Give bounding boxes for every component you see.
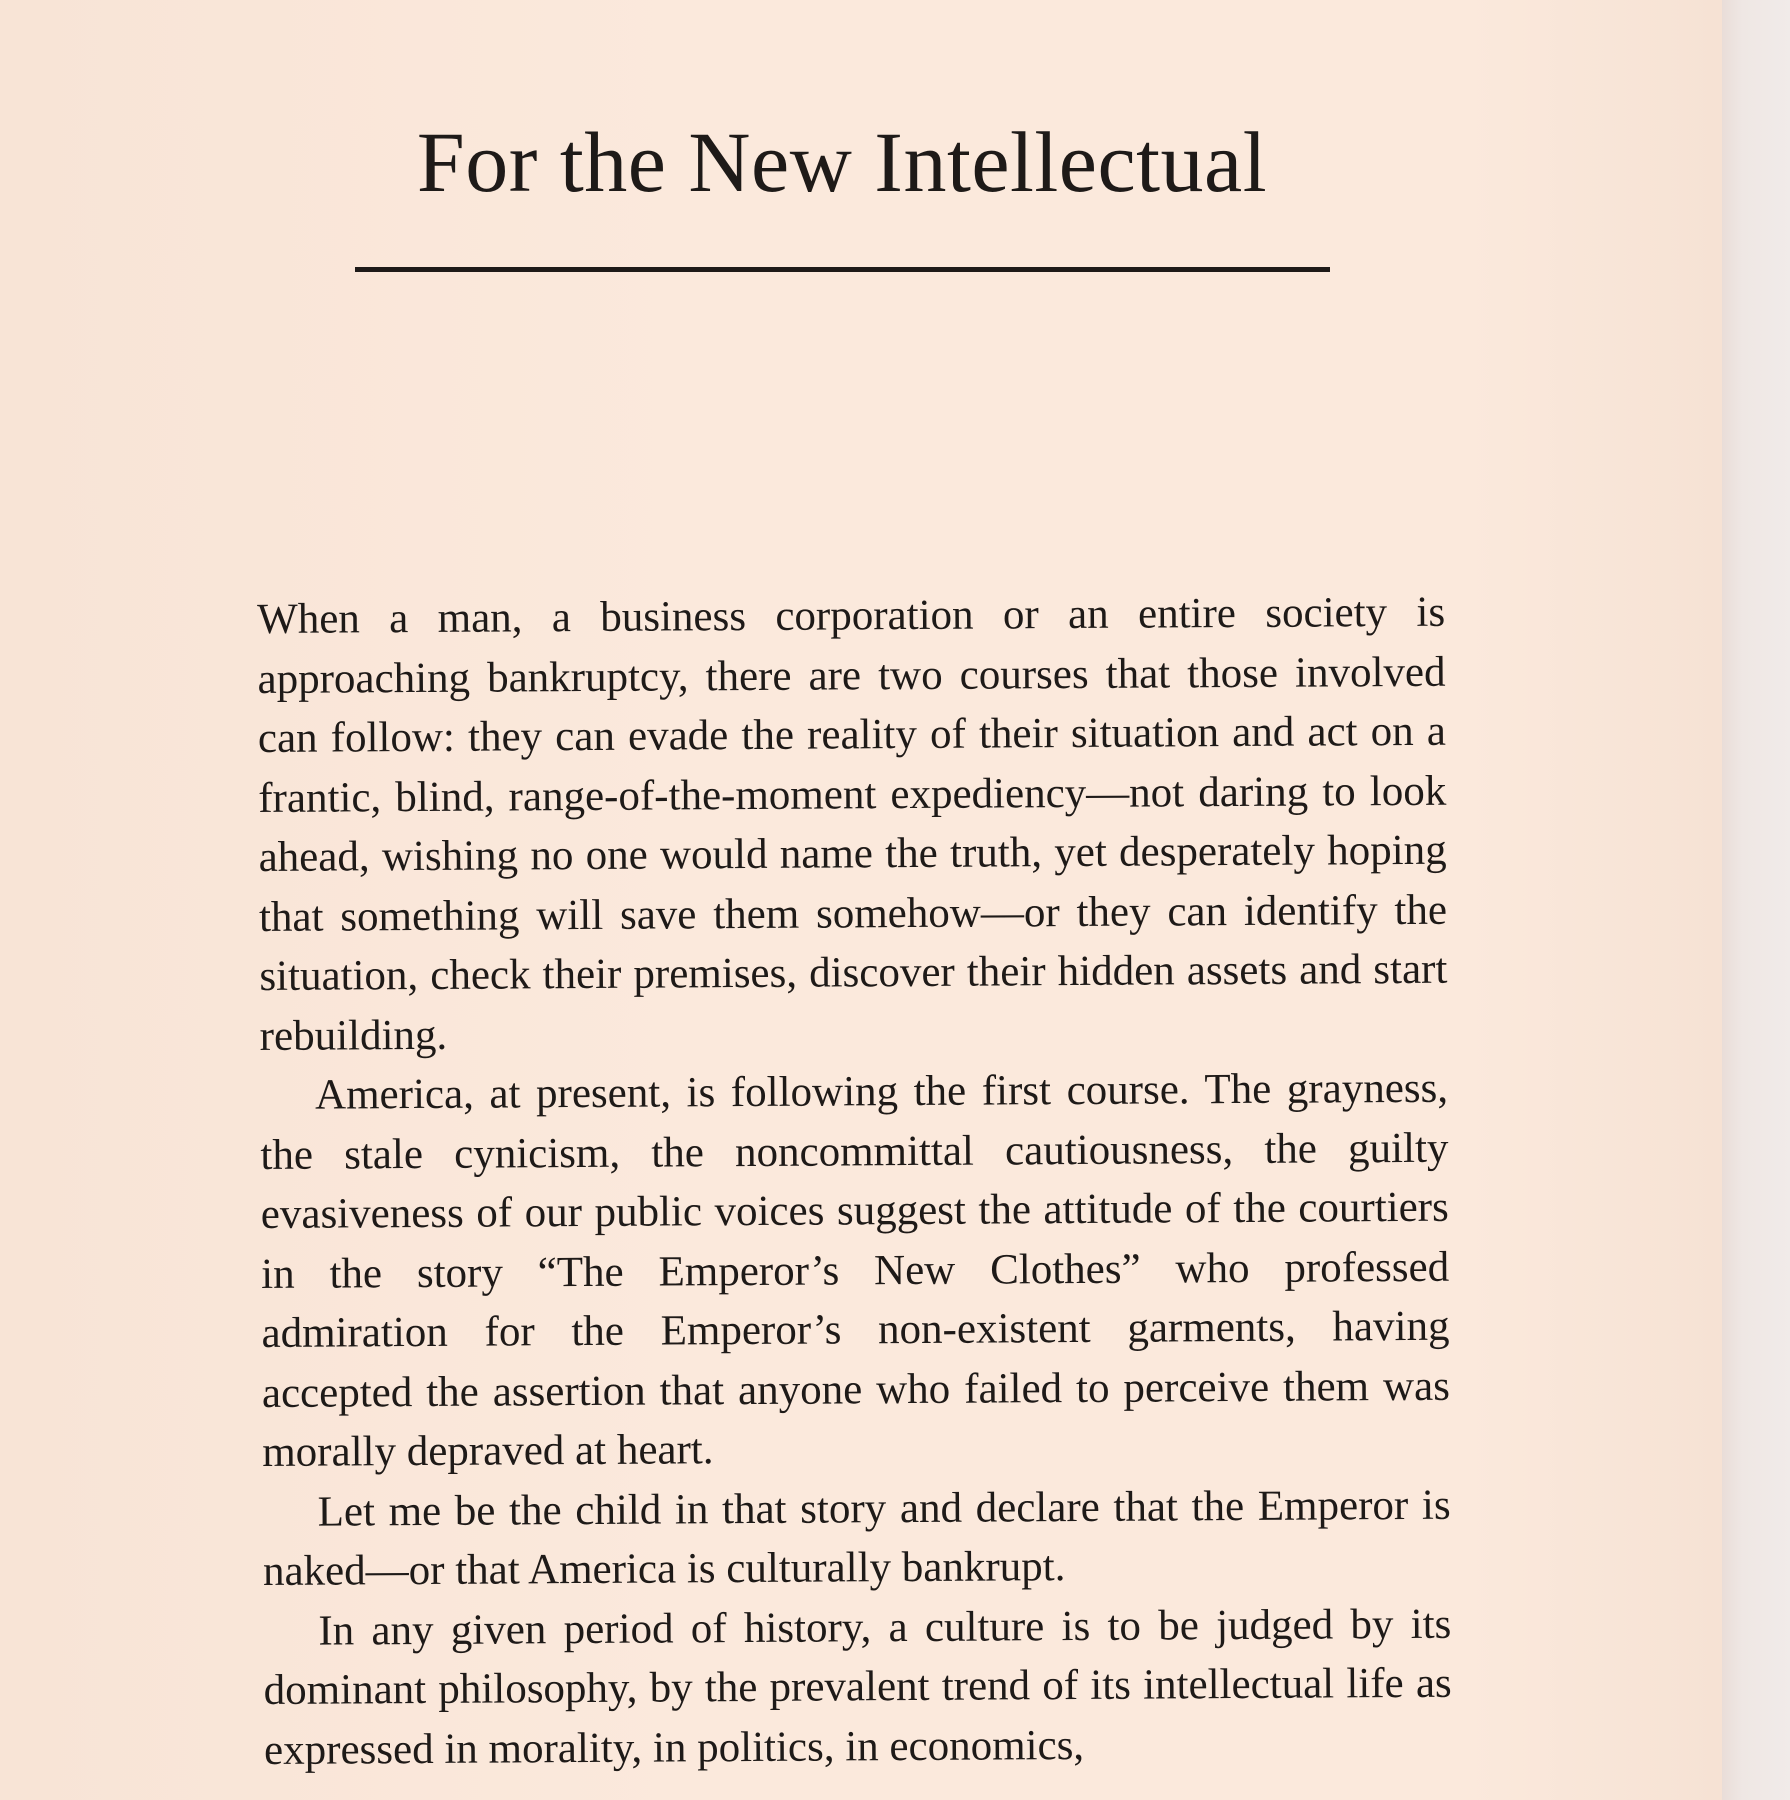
page-edge bbox=[1722, 0, 1790, 1800]
paragraph-4: In any given period of history, a culture is to be judged by its dominant philosophy, by the prevalent trend of its intellectual life as expressed in morality, in politics, in economics, bbox=[263, 1600, 1452, 1774]
body-text bbox=[257, 583, 1452, 1780]
paragraph-1: When a man, a business corporation or an entire society is approaching bankruptcy, there are two courses that those involved can follow: they can evade the reality of their situation and act on a frantic, blind, range-of-the-moment expediency—not daring to look ahead, wishing no one would name the truth, yet desperately hoping that something will save them somehow—or they can identify the situation, check their premises, discover their hidden assets and start rebuilding. bbox=[257, 588, 1448, 1060]
chapter-title: For the New Intellectual bbox=[416, 114, 1268, 210]
title-rule bbox=[355, 267, 1330, 272]
paragraph-2: America, at present, is following the first course. The grayness, the stale cynicism, the noncommittal cautiousness, the guilty evasiveness of our public voices suggest the attitude of the courtiers in the story “The Emperor’s New Clothes” who professed admiration for the Emperor’s non-existent garments, having accepted the assertion that anyone who failed to perceive them was morally depraved at heart. bbox=[260, 1064, 1451, 1476]
paragraph-3: Let me be the child in that story and declare that the Emperor is naked—or that America is culturally bankrupt. bbox=[262, 1481, 1451, 1595]
